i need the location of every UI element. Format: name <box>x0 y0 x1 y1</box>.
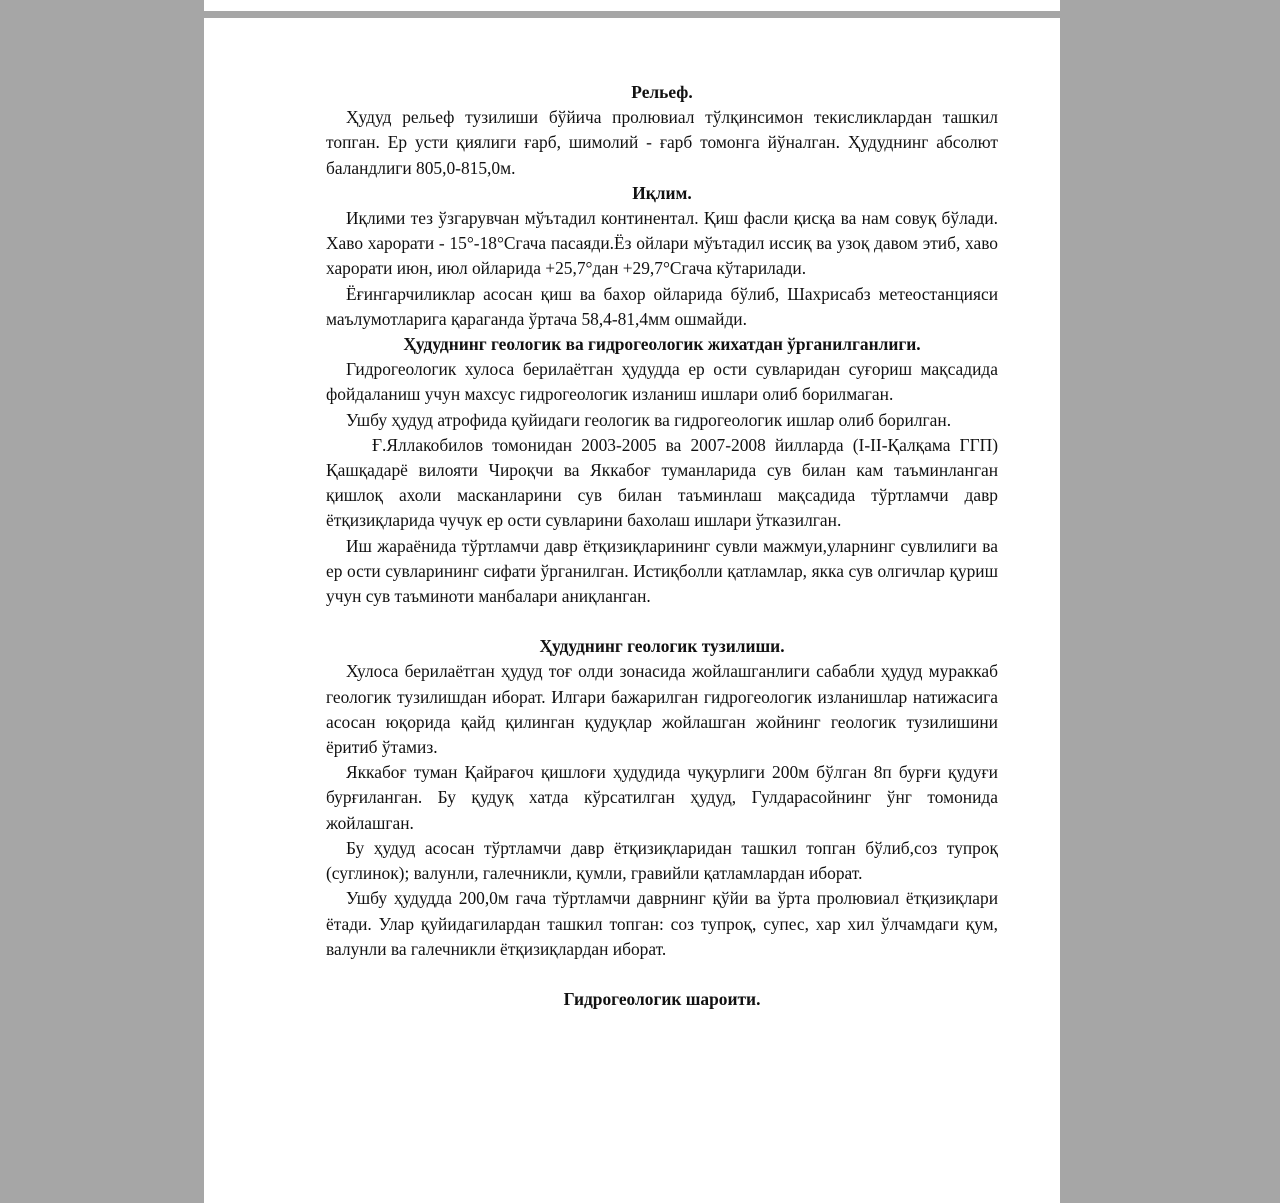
paragraph-study-1: Гидрогеологик хулоса берилаётган ҳудудда ер ости сувларидан суғориш мақсадида фойдаланиш учун махсус гидрогеологик изланиш ишлари олиб борилмаган. <box>326 359 998 405</box>
document-content <box>326 80 998 1012</box>
previous-page-bottom <box>204 0 1060 11</box>
paragraph-climate-2: Ёғингарчиликлар асосан қиш ва бахор ойларида бўлиб, Шахрисабз метеостанцияси маълумотларига қараганда ўртача 58,4-81,4мм ошмайди. <box>326 283 998 329</box>
paragraph-study-2: Ушбу ҳудуд атрофида қуйидаги геологик ва гидрогеологик ишлар олиб борилган. <box>346 409 952 430</box>
paragraph-relief-1: Ҳудуд рельеф тузилиши бўйича пролювиал тўлқинсимон текисликлардан ташкил топган. Ер усти қиялиги ғарб, шимолий - ғарб томонга йўналган. Ҳудуднинг абсолют баландлиги 805,0-815,0м. <box>326 107 998 178</box>
heading-geology: Ҳудуднинг геологик тузилиши. <box>539 636 785 657</box>
page-separator <box>204 11 1060 18</box>
blank-line <box>326 609 998 634</box>
blank-line <box>326 962 998 987</box>
heading-climate: Иқлим. <box>632 182 692 203</box>
heading-relief: Рельеф. <box>631 82 693 102</box>
heading-study-history: Ҳудуднинг геологик ва гидрогеологик жихатдан ўрганилганлиги. <box>403 334 921 355</box>
paragraph-study-4: Иш жараёнида тўртламчи давр ётқизиқларининг сувли мажмуи,уларнинг сувлилиги ва ер ости сувларининг сифати ўрганилган. Истиқболли қатламлар, якка сув олгичлар қуриш учун сув таъминоти манбалари аниқланган. <box>326 535 998 607</box>
paragraph-geology-4: Ушбу ҳудудда 200,0м гача тўртламчи даврнинг қўйи ва ўрта пролювиал ётқизиқлари ётади. Улар қуйидагилардан ташкил топган: соз тупроқ, супес, хар хил ўлчамдаги қум, валунли ва галечникли ётқизиқлардан иборат. <box>326 888 998 959</box>
paragraph-geology-1: Хулоса берилаётган ҳудуд тоғ олди зонасида жойлашганлиги сабабли ҳудуд мураккаб геологик тузилишдан иборат. Илгари бажарилган гидрогеологик изланишлар натижасига асосан юқорида қайд қилинган қудуқлар жойлашган жойнинг геологик тузилишини ёритиб ўтамиз. <box>326 661 998 758</box>
paragraph-geology-3: Бу ҳудуд асосан тўртламчи давр ётқизиқларидан ташкил топган бўлиб,соз тупроқ (суглинок); валунли, галечникли, қумли, гравийли қатламлардан иборат. <box>326 837 998 884</box>
paragraph-study-3: Ғ.Яллакобилов томонидан 2003-2005 ва 2007-2008 йилларда (I-II-Қалқама ГГП) Қашқадарё вилояти Чироқчи ва Яккабоғ туманларида сув билан кам таъминланган қишлоқ ахоли масканларини сув билан таъминлаш мақсадида тўртламчи давр ётқизиқларида чучук ер ости сувларини бахолаш ишлари ўтказилган. <box>326 434 998 531</box>
paragraph-climate-1: Иқлими тез ўзгарувчан мўътадил континентал. Қиш фасли қисқа ва нам совуқ бўлади. Хаво харорати - 15°-18°Сгача пасаяди.Ёз ойлари мўътадил иссиқ ва узоқ давом этиб, хаво харорати июн, июл ойларида +25,7°дан +29,7°Сгача кўтарилади. <box>326 208 998 279</box>
document-page <box>204 18 1060 1203</box>
heading-hydrogeology: Гидрогеологик шароити. <box>563 988 761 1009</box>
paragraph-geology-2: Яккабоғ туман Қайрағоч қишлоғи ҳудудида чуқурлиги 200м бўлган 8п бурғи қудуғи бурғиланган. Бу қудуқ хатда кўрсатилган ҳудуд, Гулдарасойнинг ўнг томонида жойлашган. <box>326 762 998 833</box>
